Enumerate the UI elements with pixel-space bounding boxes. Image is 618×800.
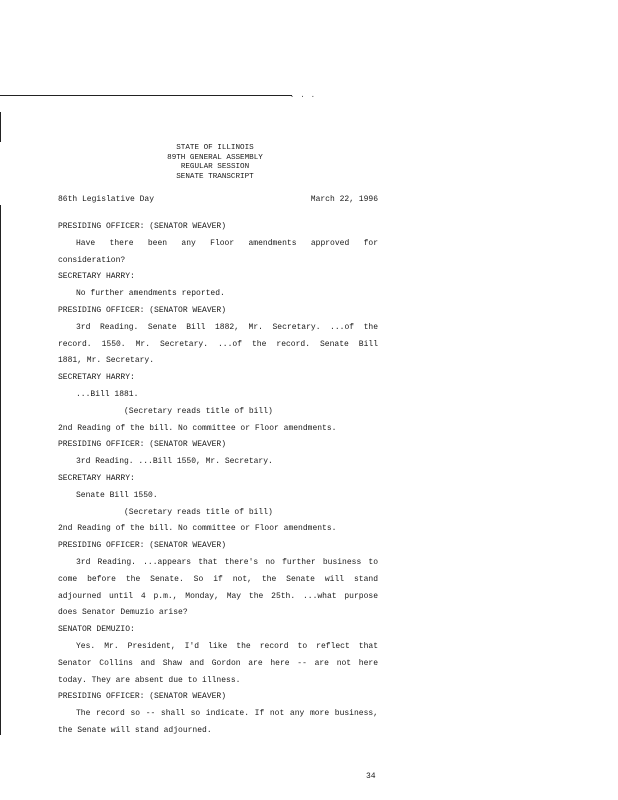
header-line: STATE OF ILLINOIS bbox=[176, 144, 254, 152]
transcript-line: does Senator Demuzio arise? bbox=[58, 608, 188, 618]
transcript-line: 2nd Reading of the bill. No committee or Floor amendments. bbox=[58, 524, 337, 534]
legislative-day: 86th Legislative Day bbox=[58, 195, 155, 204]
transcript-line: Senate Bill 1550. bbox=[76, 490, 158, 500]
transcript-line: PRESIDING OFFICER: (SENATOR WEAVER) bbox=[58, 440, 227, 450]
transcript-line: (Secretary reads title of bill) bbox=[124, 507, 273, 517]
transcript-line: today. They are absent due to illness. bbox=[58, 675, 241, 685]
transcript-line: adjourned until 4 p.m., Monday, May the 25th. ...what purpose bbox=[58, 591, 378, 601]
transcript-line: ...Bill 1881. bbox=[76, 389, 139, 399]
transcript-header bbox=[110, 144, 320, 182]
transcript-line: 1881, Mr. Secretary. bbox=[58, 356, 155, 366]
transcript-line: SECRETARY HARRY: bbox=[58, 473, 135, 483]
transcript-line: PRESIDING OFFICER: (SENATOR WEAVER) bbox=[58, 305, 227, 315]
transcript-line: 3rd Reading. ...appears that there's no further business to bbox=[76, 557, 378, 567]
transcript-line: come before the Senate. So if not, the Senate will stand bbox=[58, 574, 378, 584]
transcript-line: Yes. Mr. President, I'd like the record to reflect that bbox=[76, 641, 378, 651]
top-rule bbox=[0, 95, 292, 96]
header-line: REGULAR SESSION bbox=[180, 163, 250, 172]
transcript-line: 3rd Reading. ...Bill 1550, Mr. Secretary. bbox=[76, 457, 273, 467]
transcript-line: the Senate will stand adjourned. bbox=[58, 725, 212, 735]
transcript-line: SECRETARY HARRY: bbox=[58, 272, 135, 282]
session-date: March 22, 1996 bbox=[310, 195, 378, 204]
transcript-line: PRESIDING OFFICER: (SENATOR WEAVER) bbox=[58, 222, 227, 231]
transcript-line: SECRETARY HARRY: bbox=[58, 373, 135, 383]
transcript-line: 2nd Reading of the bill. No committee or Floor amendments. bbox=[58, 423, 337, 433]
transcript-line: Senator Collins and Shaw and Gordon are here -- are not here bbox=[58, 658, 378, 668]
transcript-line: No further amendments reported. bbox=[76, 289, 225, 299]
transcript-line: PRESIDING OFFICER: (SENATOR WEAVER) bbox=[58, 692, 227, 702]
header-line: 89TH GENERAL ASSEMBLY bbox=[167, 153, 263, 162]
transcript-line: The record so -- shall so indicate. If not any more business, bbox=[76, 709, 378, 719]
page-number: 34 bbox=[366, 772, 376, 781]
transcript-line: Have there been any Floor amendments approved for bbox=[76, 238, 378, 248]
margin-mark bbox=[0, 205, 1, 735]
legislative-day-line bbox=[58, 195, 378, 205]
transcript-line: PRESIDING OFFICER: (SENATOR WEAVER) bbox=[58, 541, 227, 551]
top-rule-marks: . . . bbox=[290, 92, 317, 100]
transcript-line: 3rd Reading. Senate Bill 1882, Mr. Secretary. ...of the bbox=[76, 322, 378, 332]
transcript-body bbox=[58, 219, 378, 740]
transcript-line: SENATOR DEMUZIO: bbox=[58, 625, 135, 635]
margin-mark bbox=[0, 112, 1, 142]
header-line: SENATE TRANSCRIPT bbox=[176, 172, 254, 181]
transcript-line: record. 1550. Mr. Secretary. ...of the record. Senate Bill bbox=[58, 339, 378, 349]
transcript-line: consideration? bbox=[58, 255, 126, 265]
transcript-line: (Secretary reads title of bill) bbox=[124, 406, 273, 416]
